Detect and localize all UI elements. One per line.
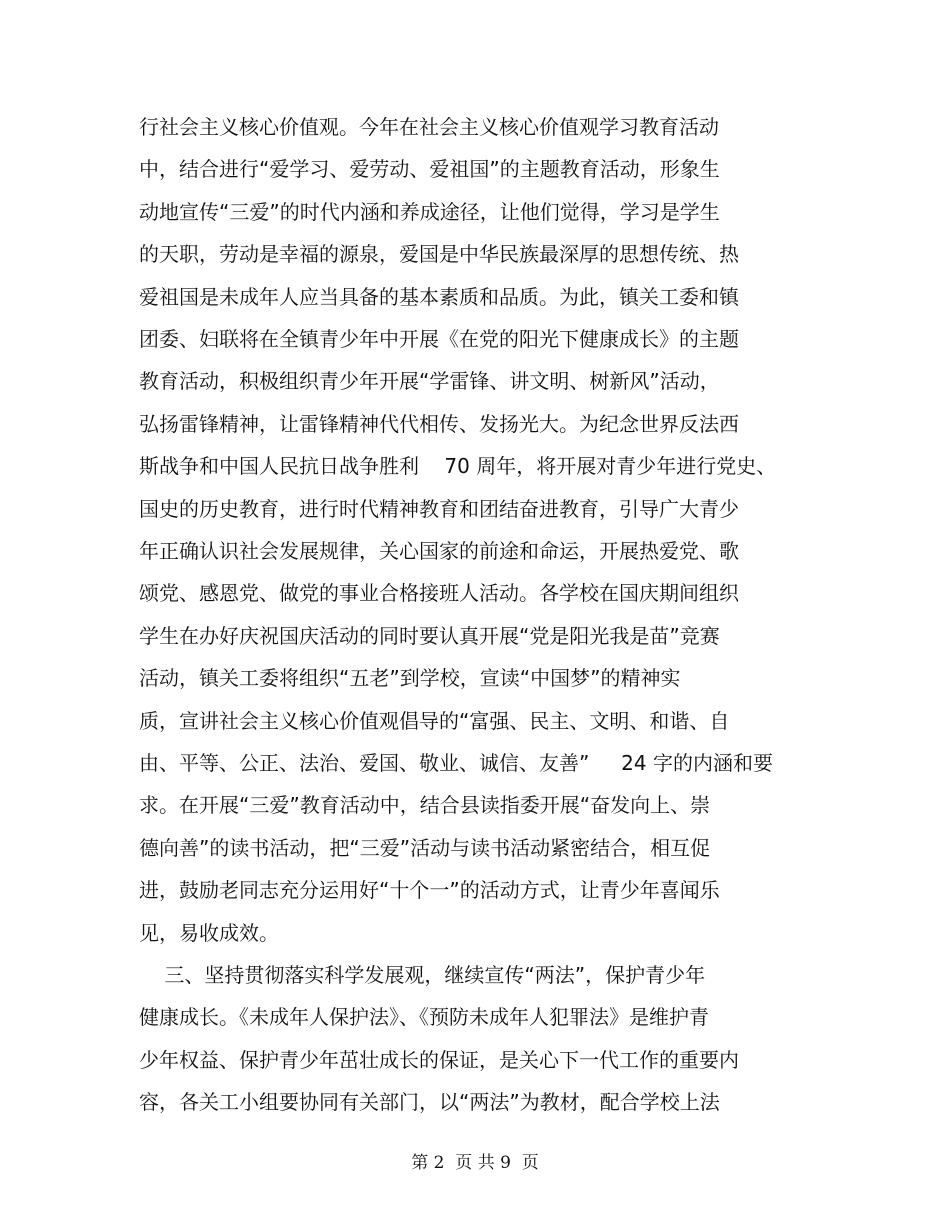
text-line-11: 年正确认识社会发展规律，关心国家的前途和命运，开展热爱党、歌 [139, 539, 739, 563]
text-line-1: 行社会主义核心价值观。今年在社会主义核心价值观学习教育活动 [139, 115, 719, 139]
text-line-8: 弘扬雷锋精神，让雷锋精神代代相传、发扬光大。为纪念世界反法西 [139, 412, 739, 436]
text-line-3: 动地宣传“三爱”的时代内涵和养成途径，让他们觉得，学习是学生 [139, 200, 720, 224]
text-line-17: 求。在开展“三爱”教育活动中，结合县读指委开展“奋发向上、崇 [139, 793, 711, 817]
text-line-22: 健康成长。《未成年人保护法》、《预防未成年人犯罪法》是维护青 [139, 1005, 709, 1029]
text-line-5: 爱祖国是未成年人应当具备的基本素质和品质。为此，镇关工委和镇 [139, 285, 739, 309]
text-line-6: 团委、妇联将在全镇青少年中开展《在党的阳光下健康成长》的主题 [139, 327, 739, 351]
text-line-24: 容，各关工小组要协同有关部门，以“两法”为教材，配合学校上法 [139, 1090, 720, 1114]
text-line-14: 活动，镇关工委将组织“五老”到学校，宣读“中国梦”的精神实 [139, 666, 681, 690]
text-line-7: 教育活动，积极组织青少年开展“学雷锋、讲文明、树新风”活动， [139, 369, 720, 393]
text-line-19: 进，鼓励老同志充分运用好“十个一”的活动方式，让青少年喜闻乐 [139, 878, 720, 902]
text-line-18: 德向善”的读书活动，把“三爱”活动与读书活动紧密结合，相互促 [139, 836, 711, 860]
text-line-23: 少年权益、保护青少年茁壮成长的保证，是关心下一代工作的重要内 [139, 1048, 739, 1072]
text-line-21: 三、坚持贯彻落实科学发展观，继续宣传“两法”，保护青少年 [139, 963, 706, 987]
text-line-20: 见，易收成效。 [139, 921, 279, 945]
text-line-16: 由、平等、公正、法治、爱国、敬业、诚信、友善” 24 字的内涵和要 [139, 751, 773, 775]
text-line-12: 颂党、感恩党、做党的事业合格接班人活动。各学校在国庆期间组织 [139, 581, 739, 605]
text-line-15: 质，宣讲社会主义核心价值观倡导的“富强、民主、文明、和谐、自 [139, 709, 730, 733]
page-number-footer: 第 2 页 共 9 页 [411, 1153, 539, 1173]
text-line-4: 的天职，劳动是幸福的源泉，爱国是中华民族最深厚的思想传统、热 [139, 242, 739, 266]
text-line-2: 中，结合进行“爱学习、爱劳动、爱祖国”的主题教育活动，形象生 [139, 157, 720, 181]
text-line-13: 学生在办好庆祝国庆活动的同时要认真开展“党是阳光我是苗”竞赛 [139, 624, 720, 648]
text-line-9: 斯战争和中国人民抗日战争胜利 70 周年，将开展对青少年进行党史、 [139, 454, 777, 478]
text-line-10: 国史的历史教育，进行时代精神教育和团结奋进教育，引导广大青少 [139, 497, 739, 521]
